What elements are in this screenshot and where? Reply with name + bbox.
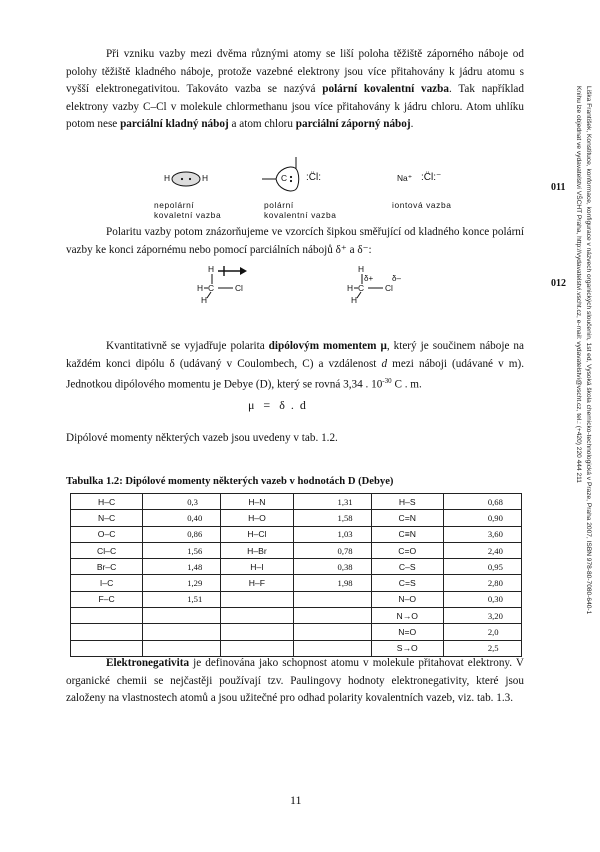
- value-cell: 0,86: [143, 526, 221, 542]
- text-run: a atom chloru: [228, 118, 296, 131]
- value-cell: 1,58: [293, 510, 371, 526]
- text-run: mezi náboji (udávané v m). Jednotkou dipólového momentu je Debye (D), který se rovná 3,34 . 10: [66, 357, 524, 391]
- caption-line: kovaletní vazba: [154, 210, 222, 220]
- nonpolar-h-right: H: [202, 173, 209, 183]
- left-c: C: [208, 283, 215, 293]
- citation-line: Liška František, Konstituce, konformace, konfigurace v názvech organických sloučenin, 1st ed, Vysoká škola chemicko-technologická v Praze, Praha 2007, ISBN 978-80-7080-640-1: [585, 86, 592, 615]
- text-run: , který je součinem náboje na každém konci dipólu δ (udávaný v Coulombech, C) a vzdálenost: [66, 340, 524, 370]
- table-row: [71, 559, 522, 575]
- left-h-left: H: [197, 283, 204, 293]
- term-dipole-moment: dipólovým momentem μ: [268, 340, 387, 352]
- bond-cell: O–C: [71, 526, 143, 542]
- right-c: C: [358, 283, 365, 293]
- table-row: [71, 526, 522, 542]
- dipole-formula: μ = δ . d: [248, 398, 306, 412]
- text-run: .: [410, 118, 414, 131]
- value-cell: 3,60: [443, 526, 521, 542]
- bond-cell: N→O: [371, 608, 443, 624]
- page-number: 11: [290, 793, 302, 807]
- caption-line: polární: [264, 200, 294, 210]
- value-cell: 2,80: [443, 575, 521, 591]
- bond-cell: C≡N: [371, 526, 443, 542]
- value-cell: 0,30: [443, 591, 521, 607]
- value-cell: 1,51: [143, 591, 221, 607]
- bond-cell: C–S: [371, 559, 443, 575]
- caption-nonpolar: [154, 200, 221, 220]
- paragraph-polar-bond: [66, 46, 524, 134]
- paragraph-electronegativity: [66, 655, 524, 708]
- term-partial-negative: parciální záporný náboj: [295, 118, 411, 131]
- caption-line: kovalentní vazba: [264, 210, 337, 220]
- nonpolar-orbital: [172, 172, 200, 186]
- bond-cell: [221, 608, 293, 624]
- bond-cell: H–Br: [221, 542, 293, 558]
- polar-cl-atom: :C̈l:: [306, 172, 321, 183]
- exponent: -30: [382, 377, 392, 386]
- bond-cell: C=S: [371, 575, 443, 591]
- caption-line: nepolární: [154, 200, 195, 210]
- bond-cell: N=O: [371, 624, 443, 640]
- value-cell: 1,29: [143, 575, 221, 591]
- text-run: Kvantitativně se vyjadřuje polarita: [106, 340, 269, 352]
- bond-cell: H–C: [71, 494, 143, 510]
- caption-ionic: [392, 200, 451, 210]
- right-delta-plus: δ+: [364, 274, 374, 283]
- left-h-bottom: H: [201, 295, 208, 305]
- citation-line: Knihu lze objednat ve vydavatelství VŠCHT Praha, http://vydavatelstvi.vscht.cz, e-mail: vydavatelstvi@vscht.cz, tel.: (+420) 220 444 211: [575, 86, 582, 483]
- value-cell: 2,0: [443, 624, 521, 640]
- bond-cell: S→O: [371, 640, 443, 656]
- value-cell: 0,90: [443, 510, 521, 526]
- value-cell: 0,38: [293, 559, 371, 575]
- left-h-top: H: [208, 264, 215, 274]
- value-cell: 3,20: [443, 608, 521, 624]
- value-cell: 2,40: [443, 542, 521, 558]
- left-cl: Cl: [235, 283, 243, 293]
- bond-cell: Br–C: [71, 559, 143, 575]
- value-cell: 2,5: [443, 640, 521, 656]
- table-row: [71, 542, 522, 558]
- text-run: . Tak například elektrony vazby C–Cl v molekule chlormethanu jsou více přitahovány k jádru chloru. Atom uhlíku potom nese: [66, 83, 524, 131]
- table-row: [71, 575, 522, 591]
- value-cell: 1,56: [143, 542, 221, 558]
- paragraph-dipole-moment: [66, 338, 524, 395]
- caption-line: iontová vazba: [392, 200, 452, 210]
- citation-sidebar: [569, 86, 593, 646]
- paragraph-polarity-notation: Polaritu vazby potom znázorňujeme ve vzorcích šipkou směřující od kladného konce polární vazby ke konci zápornému nebo pomocí parciálních nábojů δ⁺ a δ⁻:: [66, 226, 524, 256]
- table-row: [71, 591, 522, 607]
- bond-cell: C=N: [371, 510, 443, 526]
- value-cell: 0,95: [443, 559, 521, 575]
- value-cell: 0,3: [143, 494, 221, 510]
- right-cl: Cl: [385, 283, 393, 293]
- term-polar-covalent-bond: polární kovalentní vazba: [322, 83, 449, 96]
- ionic-cl: :C̈l:⁻: [421, 172, 442, 183]
- chloromethane-structures: [190, 260, 410, 312]
- value-cell: [143, 624, 221, 640]
- value-cell: [293, 591, 371, 607]
- right-delta-minus: δ–: [392, 274, 401, 283]
- value-cell: 0,68: [443, 494, 521, 510]
- bond-cell: H–I: [221, 559, 293, 575]
- value-cell: [293, 608, 371, 624]
- bond-cell: N–O: [371, 591, 443, 607]
- variable-d: d: [381, 357, 388, 370]
- bond-cell: [71, 624, 143, 640]
- ionic-na: Na⁺: [397, 173, 413, 183]
- table-row: [71, 624, 522, 640]
- bond-cell: I–C: [71, 575, 143, 591]
- bond-cell: [221, 591, 293, 607]
- bond-cell: N–C: [71, 510, 143, 526]
- value-cell: 0,78: [293, 542, 371, 558]
- value-cell: 1,98: [293, 575, 371, 591]
- text-run: je definována jako schopnost atomu v molekule přitahovat elektrony. V organické chemii se nejčastěji používají tzv. Paulingovy hodnoty elektronegativity, které jsou založeny na vlastnostech atomů a jsou užitečné pro odhad polarity kovalentních vazeb, viz. tab. 1.3.: [66, 657, 524, 705]
- margin-note-011: 011: [551, 182, 566, 193]
- table-row: [71, 494, 522, 510]
- table-title: Tabulka 1.2: Dipólové momenty některých vazeb v hodnotách D (Debye): [66, 476, 394, 487]
- bond-cell: H–O: [221, 510, 293, 526]
- right-h-left: H: [347, 283, 354, 293]
- term-electronegativity: Elektronegativita: [106, 657, 190, 669]
- caption-polar: [264, 200, 336, 220]
- bond-cell: H–S: [371, 494, 443, 510]
- nonpolar-h-left: H: [164, 173, 171, 183]
- bond-cell: H–F: [221, 575, 293, 591]
- right-h-top: H: [358, 264, 365, 274]
- margin-note-012: 012: [551, 278, 566, 289]
- bond-cell: Cl–C: [71, 542, 143, 558]
- paragraph-table-reference: Dipólové momenty některých vazeb jsou uvedeny v tab. 1.2.: [66, 432, 338, 444]
- bond-cell: H–Cl: [221, 526, 293, 542]
- table-row: [71, 608, 522, 624]
- value-cell: 1,03: [293, 526, 371, 542]
- dipole-moment-table: [70, 493, 522, 657]
- bond-cell: C=O: [371, 542, 443, 558]
- text-run: Při vzniku vazby mezi dvěma různými atomy se liší poloha těžiště záporného náboje od polohy těžiště kladného náboje, protože vazebné elektrony jsou více přitahovány k jádru atomu s vyšší elektronegativitou. Takováto vazba se nazývá: [66, 48, 524, 96]
- table-row: [71, 510, 522, 526]
- right-h-bottom: H: [351, 295, 358, 305]
- bond-cell: [221, 624, 293, 640]
- polar-orbital: [276, 167, 299, 191]
- bond-types-diagram: [150, 155, 430, 203]
- text-run: C . m.: [391, 378, 422, 391]
- value-cell: 1,48: [143, 559, 221, 575]
- bond-cell: F–C: [71, 591, 143, 607]
- bond-cell: [71, 608, 143, 624]
- term-partial-positive: parciální kladný náboj: [120, 118, 229, 131]
- value-cell: [143, 608, 221, 624]
- value-cell: [293, 624, 371, 640]
- value-cell: 0,40: [143, 510, 221, 526]
- polar-c-atom: C: [281, 173, 288, 183]
- bond-cell: H–N: [221, 494, 293, 510]
- value-cell: 1,31: [293, 494, 371, 510]
